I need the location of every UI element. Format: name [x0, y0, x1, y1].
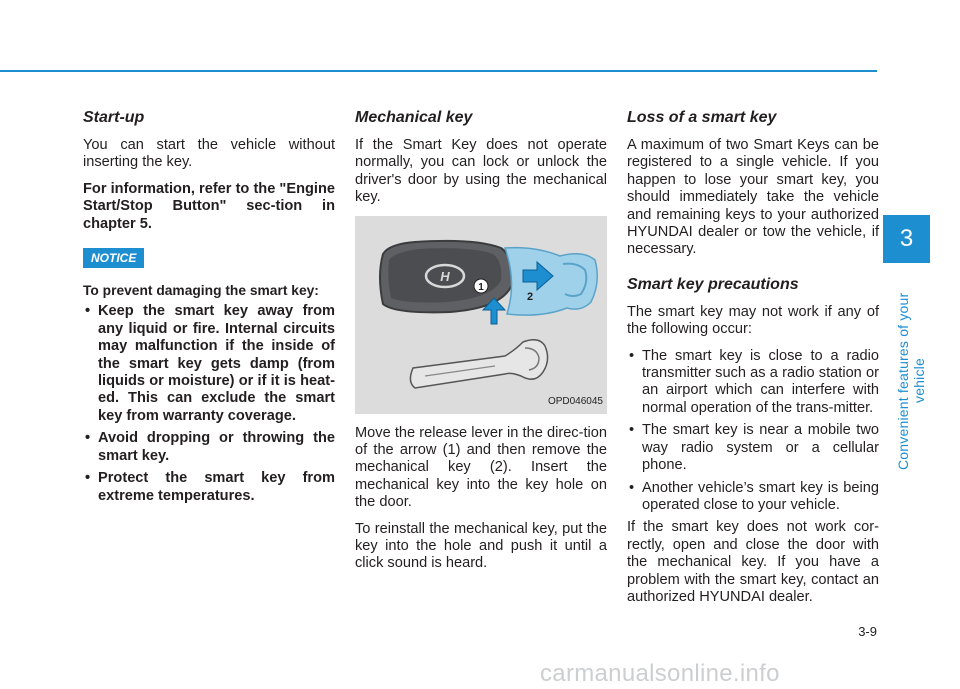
start-up-reference: For information, refer to the "Engine Start/Stop Button" sec-tion in chapter 5. [83, 180, 335, 232]
loss-heading: Loss of a smart key [627, 109, 777, 126]
notice-badge: NOTICE [83, 248, 144, 268]
column-start-up [83, 108, 335, 510]
list-item: • Protect the smart key from extreme temperatures. [83, 470, 335, 505]
list-item: • Another vehicle’s smart key is being operated close to your vehicle. [627, 480, 879, 515]
precautions-heading: Smart key precautions [627, 275, 799, 293]
figure-code: OPD046045 [547, 396, 603, 408]
start-up-text: You can start the vehicle without inserting the key. [83, 137, 335, 171]
watermark: carmanualsonline.info [540, 660, 780, 687]
page-number: 3-9 [858, 624, 877, 639]
chapter-tab: 3 [883, 215, 930, 263]
precautions-list [627, 348, 879, 515]
mechanical-key-heading: Mechanical key [355, 109, 473, 126]
column-mechanical-key [355, 108, 607, 582]
callout-2: 2 [527, 290, 534, 303]
list-item: • The smart key is near a mobile two way radio system or a cellular phone. [627, 422, 879, 474]
precautions-advice: If the smart key does not work cor-rectly, open and close the door with the mechanical key. If you have a problem with the smart key, contact an authorized HYUNDAI dealer. [627, 519, 879, 605]
mechanical-key-step2: To reinstall the mechanical key, put the key into the hole and push it until a click sound is heard. [355, 520, 607, 572]
callout-1: 1 [478, 281, 484, 293]
notice-list [83, 303, 335, 504]
loss-text: A maximum of two Smart Keys can be registered to a single vehicle. If you happen to lose your smart key, you should immediately take the vehicle and remaining keys to your authorized HYUNDAI dealer or tow the vehicle, if necessary. [627, 137, 879, 258]
column-loss-and-precautions [627, 108, 879, 615]
notice-lead: To prevent damaging the smart key: [83, 283, 319, 299]
chapter-title: Convenient features of your vehicle [895, 292, 927, 470]
start-up-heading: Start-up [83, 109, 145, 126]
smart-key-illustration [355, 216, 607, 414]
list-item: • The smart key is close to a radio transmitter such as a radio station or an airport which can interfere with normal operation of the trans-mitter. [627, 348, 879, 418]
svg-text:H: H [440, 268, 450, 284]
list-item: • Avoid dropping or throwing the smart key. [83, 430, 335, 465]
list-item: • Keep the smart key away from any liquid or fire. Internal circuits may malfunction if the inside of the smart key gets damp (from liquids or moisture) or if it is heat-ed. This can exclude the smart key from warranty coverage. [83, 303, 335, 425]
key-drawing [355, 216, 607, 414]
mechanical-key-step1: Move the release lever in the direc-tion of the arrow (1) and then remove the mechanical key (2). Insert the mechanical key into the key hole on the door. [355, 424, 607, 511]
precautions-intro: The smart key may not work if any of the following occur: [627, 303, 879, 338]
header-rule [0, 70, 877, 72]
mechanical-key-intro: If the Smart Key does not operate normally, you can lock or unlock the driver's door by using the mechanical key. [355, 137, 607, 206]
